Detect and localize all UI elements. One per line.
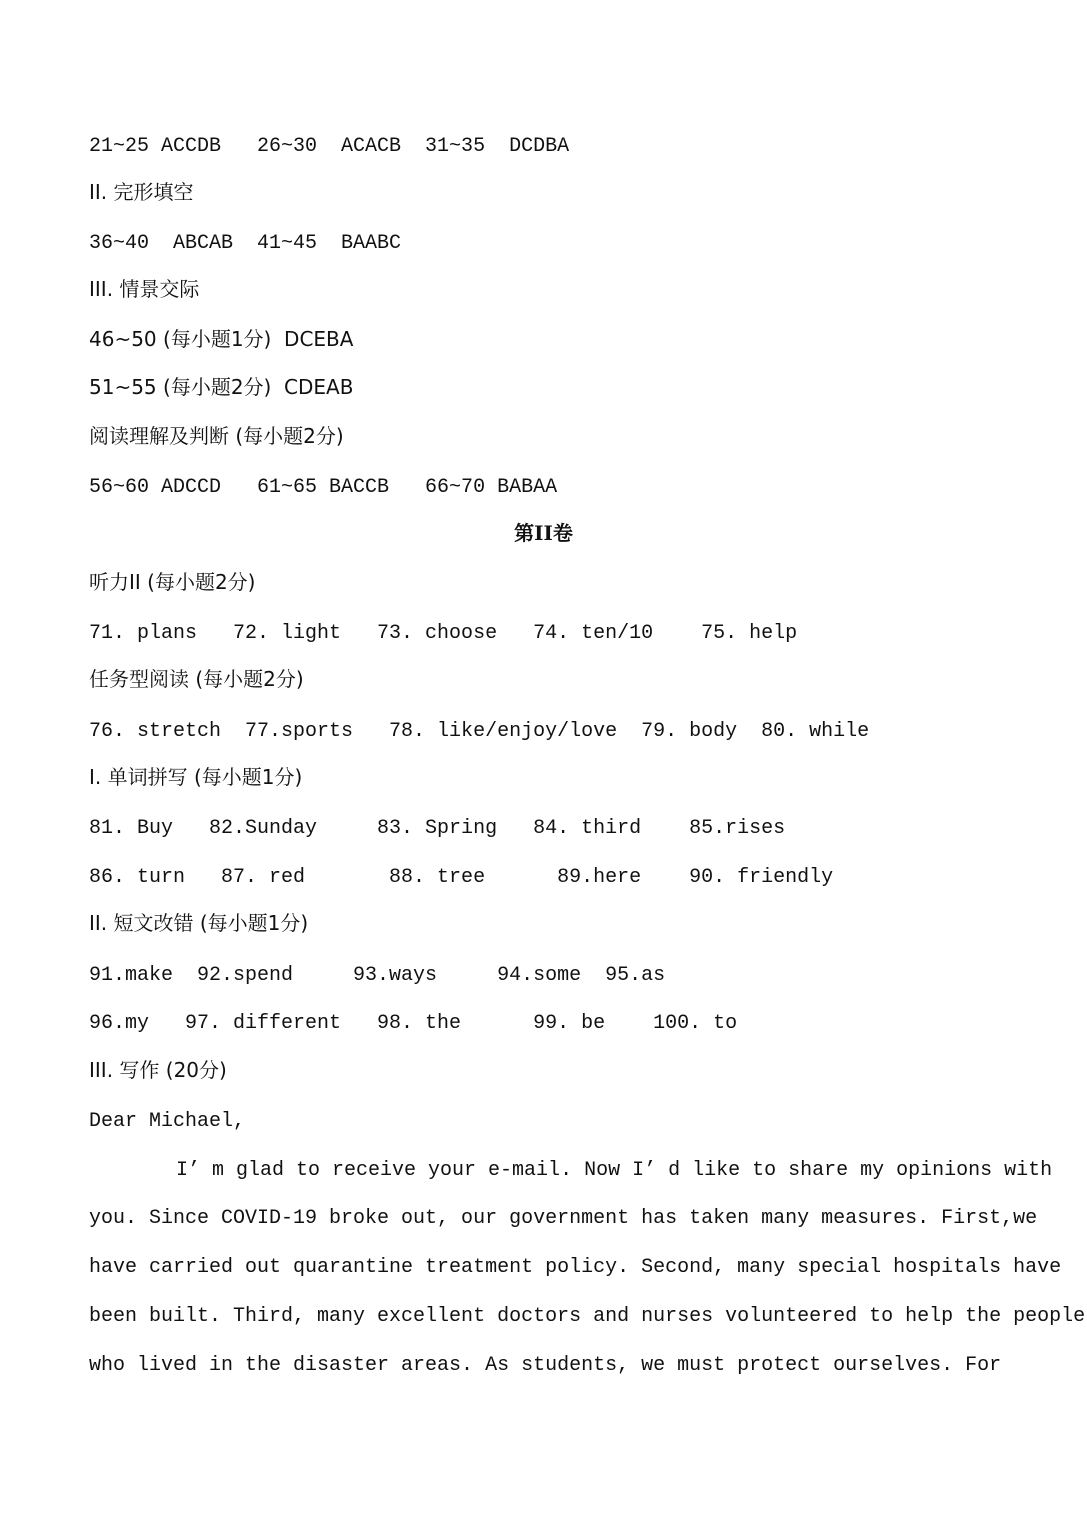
section-heading-cloze: II. 完形填空 [89,180,194,204]
answers-71-75: 71. plans 72. light 73. choose 74. ten/10 75. help [89,622,798,645]
answers-56-70: 56~60 ADCCD 61~65 BACCB 66~70 BABAA [89,476,558,499]
answers-46-50: 46~50 (每小题1分) DCEBA [89,327,354,351]
answers-36-45: 36~40 ABCAB 41~45 BAABC [89,232,402,255]
section-heading-writing: III. 写作 (20分) [89,1058,227,1082]
answers-96-100: 96.my 97. different 98. the 99. be 100. to [89,1012,738,1035]
answers-81-85: 81. Buy 82.Sunday 83. Spring 84. third 85.rises [89,817,786,840]
answers-86-90: 86. turn 87. red 88. tree 89.here 90. friendly [89,866,834,889]
letter-salutation: Dear Michael, [89,1110,246,1133]
answers-51-55: 51~55 (每小题2分) CDEAB [89,375,354,399]
answers-76-80: 76. stretch 77.sports 78. like/enjoy/love 79. body 80. while [89,720,870,743]
letter-line-3: have carried out quarantine treatment policy. Second, many special hospitals have [89,1256,1062,1279]
section-heading-error-correction: II. 短文改错 (每小题1分) [89,911,309,935]
part-two-title: 第II卷 [514,521,573,545]
section-heading-spelling: I. 单词拼写 (每小题1分) [89,765,303,789]
letter-line-4: been built. Third, many excellent doctors and nurses volunteered to help the people [89,1305,1086,1328]
section-heading-listening: 听力II (每小题2分) [89,570,256,594]
section-heading-reading: 阅读理解及判断 (每小题2分) [89,424,344,448]
section-heading-situational: III. 情景交际 [89,277,200,301]
letter-line-1: I’ m glad to receive your e-mail. Now I’ d like to share my opinions with [176,1159,1053,1182]
letter-line-5: who lived in the disaster areas. As students, we must protect ourselves. For [89,1354,1002,1377]
answers-21-35: 21~25 ACCDB 26~30 ACACB 31~35 DCDBA [89,135,570,158]
section-heading-task-reading: 任务型阅读 (每小题2分) [89,667,304,691]
answers-91-95: 91.make 92.spend 93.ways 94.some 95.as [89,964,666,987]
letter-line-2: you. Since COVID-19 broke out, our government has taken many measures. First,we [89,1207,1038,1230]
